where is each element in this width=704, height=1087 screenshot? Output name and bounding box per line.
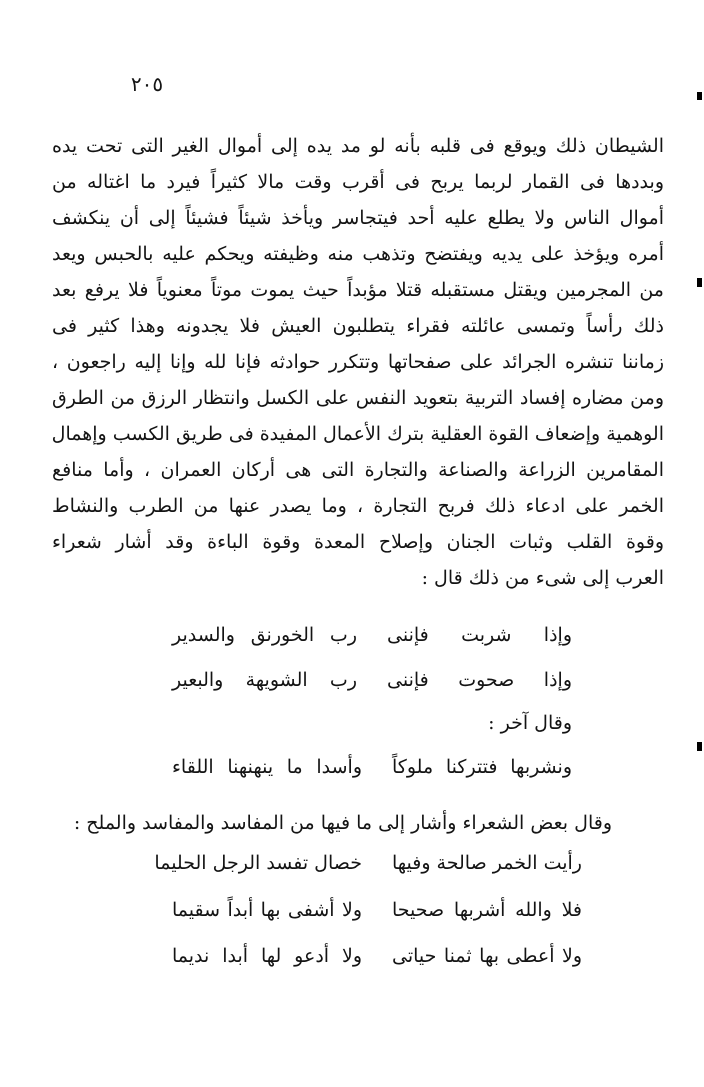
verse-second-hemistich: خصال تفسد الرجل الحليما (154, 852, 362, 874)
prose-paragraph (52, 128, 664, 596)
prose-line: أمره ويؤخذ على يديه ويفتضح وتذهب منه وظيفته ويحكم عليه بالحبس ويعد (52, 243, 664, 265)
verse-second-hemistich: ولا أدعو لها أبدا نديما (172, 945, 362, 967)
verse-second-hemistich: ولا أشفى بها أبداً سقيما (172, 899, 362, 921)
prose-line: الوهمية وإضعاف القوة العقلية بترك الأعمال المفيدة فى طريق الكسب وإهمال (52, 423, 664, 445)
verse-first-hemistich: وإذا صحوت فإننى (387, 669, 572, 691)
verse-first-hemistich: رأيت الخمر صالحة وفيها (391, 852, 582, 874)
prose-line: وقوة القلب وثبات الجنان وإصلاح المعدة وقوة الباءة وقد أشار شعراء (52, 531, 664, 553)
page-number: ٢٠٥ (130, 72, 164, 96)
prose-line: ذلك رأساً وتمسى عائلته فقراء يتطلبون العيش فلا يجدونه وهذا كثير فى (52, 315, 664, 337)
verse-first-hemistich: فلا والله أشربها صحيحا (392, 899, 582, 921)
verse-first-hemistich: ولا أعطى بها ثمنا حياتى (392, 945, 582, 967)
prose-line: العرب إلى شىء من ذلك قال : (421, 567, 664, 589)
verse-line (172, 750, 572, 784)
scan-mark (697, 278, 702, 287)
verse-line (172, 663, 572, 697)
verse-first-hemistich: ونشربها فتتركنا ملوكاً (392, 756, 572, 778)
prose-line: ومن مضاره إفساد التربية بتعويد النفس على الكسل وانتظار الرزق من الطرق (52, 387, 664, 409)
verse-line (172, 939, 582, 973)
verse-second-hemistich: رب الشويهة والبعير (172, 669, 357, 691)
prose-line: الخمر على ادعاء ذلك فربح التجارة ، وما يصدر عنها من الطرب والنشاط (52, 495, 664, 517)
scan-mark (697, 92, 702, 100)
prose-line: زماننا تنشره الجرائد على صفحاتها وتتكرر حوادثه فإنا لله وإنا إليه راجعون ، (52, 351, 664, 373)
scan-mark (697, 742, 702, 751)
verse-second-hemistich: رب الخورنق والسدير (172, 624, 357, 646)
prose-line: أموال الناس ولا يطلع عليه أحد فيتجاسر ويأخذ شيئاً فشيئاً إلى أن ينكشف (52, 207, 664, 229)
verse-line (172, 893, 582, 927)
verse-intro: وقال آخر : (488, 712, 572, 734)
prose-line: من المجرمين ويقتل مستقبله قتلا مؤبداً حيث يموت موتاً معنوياً فلا يرفع بعد (52, 279, 664, 301)
prose-line: وبددها فى القمار لربما يربح فى أقرب وقت مالا كثيراً فيرد ما اغتاله من (52, 171, 664, 193)
prose-line: المقامرين الزراعة والصناعة والتجارة التى هى أركان العمران ، وأما منافع (52, 459, 664, 481)
prose-line: الشيطان ذلك ويوقع فى قلبه بأنه لو مد يده إلى أموال الغير التى تحت يده (52, 135, 664, 157)
verse-first-hemistich: وإذا شربت فإننى (387, 624, 572, 646)
verse-line (172, 618, 572, 652)
verse-second-hemistich: وأسدا ما ينهنهنا اللقاء (172, 756, 362, 778)
verse-intro: وقال بعض الشعراء وأشار إلى ما فيها من المفاسد والمفاسد والملح : (73, 812, 612, 834)
verse-line (154, 846, 582, 880)
